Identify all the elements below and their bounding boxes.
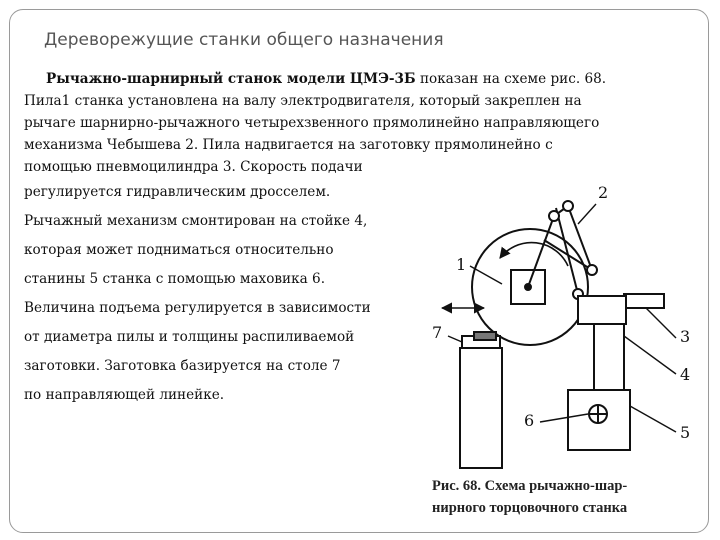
label-4: 4: [680, 365, 691, 384]
wrapped-line-2: Рычажный механизм смонтирован на стойке 4,: [24, 213, 368, 229]
paragraph-line-5: помощью пневмоцилиндра 3. Скорость подачи: [24, 159, 363, 175]
machine-model-name: Рычажно-шарнирный станок модели ЦМЭ-3Б: [46, 71, 416, 87]
label-5: 5: [680, 423, 691, 442]
caption-line-2: нирного торцовочного станка: [432, 500, 628, 516]
wrapped-line-3: которая может подниматься относительно: [24, 242, 334, 258]
caption-line-1: Рис. 68. Схема рычажно-шар-: [432, 478, 628, 494]
leader-4: [624, 336, 676, 374]
wrapped-line-5: Величина подъема регулируется в зависимости: [24, 300, 371, 316]
leader-2: [578, 204, 596, 224]
label-6: 6: [524, 411, 535, 430]
paragraph-line-4: механизма Чебышева 2. Пила надвигается на заготовку прямолинейно с: [24, 137, 553, 153]
wrapped-line-6: от диаметра пилы и толщины распиливаемой: [24, 329, 355, 345]
linkage-joint-1: [549, 211, 559, 221]
paragraph-line-1: [24, 68, 700, 90]
leader-1: [470, 266, 502, 284]
paragraph-line-2: Пила1 станка установлена на валу электродвигателя, который закреплен на: [24, 93, 582, 109]
paragraph-line-3: рычаге шарнирно-рычажного четырехзвенного прямолинейно направляющего: [24, 115, 600, 131]
pneumatic-cylinder: [624, 294, 664, 308]
wrapped-line-8: по направляющей линейке.: [24, 387, 225, 403]
wrapped-line-1: регулируется гидравлическим дросселем.: [24, 184, 331, 200]
wrapped-line-4: станины 5 станка с помощью маховика 6.: [24, 271, 326, 287]
leader-5: [630, 406, 676, 432]
leader-7: [448, 336, 462, 342]
machine-schematic: [428, 170, 696, 470]
wrapped-paragraph: [24, 178, 444, 410]
linkage-joint-3: [587, 265, 597, 275]
table-stand: [460, 348, 502, 468]
figure-caption: [432, 475, 702, 519]
rotation-arrow: [500, 243, 568, 266]
workpiece: [474, 332, 496, 340]
column-head: [578, 296, 626, 324]
intro-paragraph: [24, 68, 700, 178]
machine-schematic-figure: [428, 170, 696, 520]
linkage-arm-c: [568, 206, 592, 270]
label-3: 3: [680, 327, 691, 346]
wrapped-line-7: заготовки. Заготовка базируется на столе 7: [24, 358, 341, 374]
label-7: 7: [432, 323, 443, 342]
paragraph-line-1-rest: показан на схеме рис. 68.: [415, 71, 607, 87]
slide-title: Дереворежущие станки общего назначения: [44, 30, 444, 50]
leader-3: [646, 308, 676, 338]
linkage-joint-2: [563, 201, 573, 211]
label-1: 1: [456, 255, 467, 274]
label-2: 2: [598, 183, 609, 202]
column: [594, 324, 624, 390]
